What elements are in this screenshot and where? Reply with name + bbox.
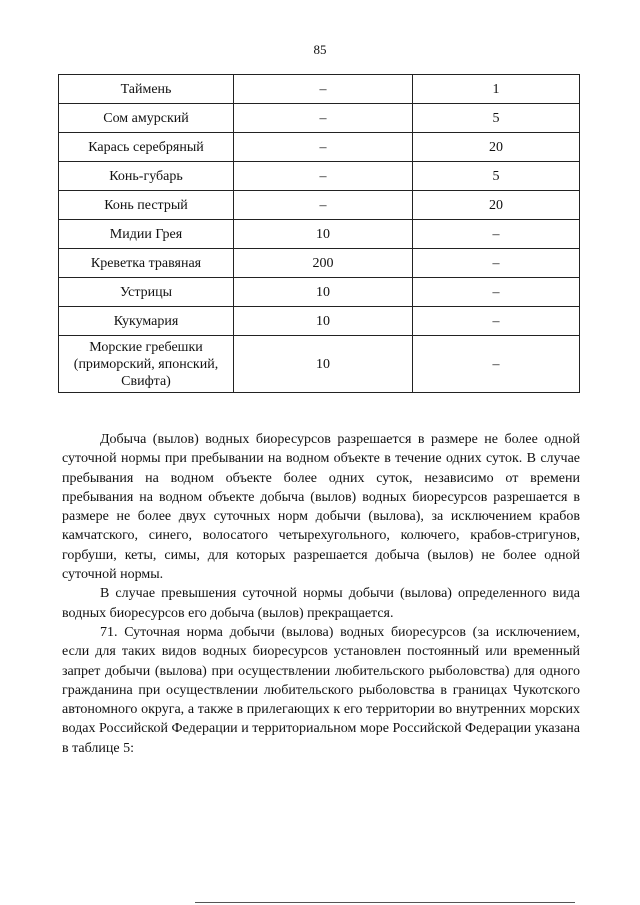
norm-cell-b: 1: [413, 75, 580, 104]
norm-cell-a: –: [234, 104, 413, 133]
table-row: [59, 191, 580, 220]
table-row: [59, 133, 580, 162]
page-number: 85: [313, 42, 327, 57]
bottom-rule: [195, 902, 575, 903]
norm-cell-a: 10: [234, 278, 413, 307]
paragraph: Добыча (вылов) водных биоресурсов разрешается в размере не более одной суточной нормы при пребывании на водном объекте в течение одних суток. В случае пребывания на водном объекте более одних суток, независимо от времени пребывания на водном объекте добыча (вылов) водных биоресурсов разрешается в размере не более двух суточных норм добычи (вылова), за исключением крабов камчатского, синего, волосатого четырехугольного, колючего, крабов-стригунов, горбуши, кеты, симы, для которых разрешается добыча (вылов) не более одной суточной нормы.: [62, 432, 580, 583]
species-cell: Кукумария: [59, 307, 234, 336]
table-row: [59, 249, 580, 278]
norm-cell-a: –: [234, 191, 413, 220]
table-row: [59, 278, 580, 307]
norm-cell-a: 10: [234, 220, 413, 249]
table-row: [59, 336, 580, 393]
species-cell: Сом амурский: [59, 104, 234, 133]
body-text: [62, 430, 580, 758]
norm-cell-a: 10: [234, 336, 413, 393]
norm-cell-b: 20: [413, 191, 580, 220]
norm-cell-b: 5: [413, 162, 580, 191]
table-row: [59, 220, 580, 249]
norm-cell-b: –: [413, 336, 580, 393]
species-cell: Мидии Грея: [59, 220, 234, 249]
species-cell: Таймень: [59, 75, 234, 104]
species-cell: Устрицы: [59, 278, 234, 307]
norm-cell-b: –: [413, 249, 580, 278]
norm-cell-a: –: [234, 162, 413, 191]
paragraph: 71. Суточная норма добычи (вылова) водных биоресурсов (за исключением, если для таких видов водных биоресурсов установлен постоянный или временный запрет добычи (вылова) при осуществлении любительского рыболовства) для одного гражданина при осуществлении любительского рыболовства в границах Чукотского автономного округа, а также в прилегающих к его территории во внутренних морских водах Российской Федерации и территориальном море Российской Федерации указана в таблице 5:: [62, 624, 580, 756]
norm-cell-a: 10: [234, 307, 413, 336]
paragraph: В случае превышения суточной нормы добычи (вылова) определенного вида водных биоресурсов его добыча (вылов) прекращается.: [62, 586, 580, 621]
species-cell: Креветка травяная: [59, 249, 234, 278]
catch-norms-table: [58, 74, 580, 393]
species-cell: Морские гребешки (приморский, японский, Свифта): [59, 336, 234, 393]
norm-cell-b: –: [413, 307, 580, 336]
norm-cell-b: 5: [413, 104, 580, 133]
norm-cell-b: 20: [413, 133, 580, 162]
table-row: [59, 307, 580, 336]
norm-cell-b: –: [413, 278, 580, 307]
species-cell: Конь-губарь: [59, 162, 234, 191]
norm-cell-a: –: [234, 75, 413, 104]
table-row: [59, 104, 580, 133]
norm-cell-b: –: [413, 220, 580, 249]
norm-cell-a: –: [234, 133, 413, 162]
table-row: [59, 75, 580, 104]
norm-cell-a: 200: [234, 249, 413, 278]
species-cell: Карась серебряный: [59, 133, 234, 162]
table-row: [59, 162, 580, 191]
species-cell: Конь пестрый: [59, 191, 234, 220]
